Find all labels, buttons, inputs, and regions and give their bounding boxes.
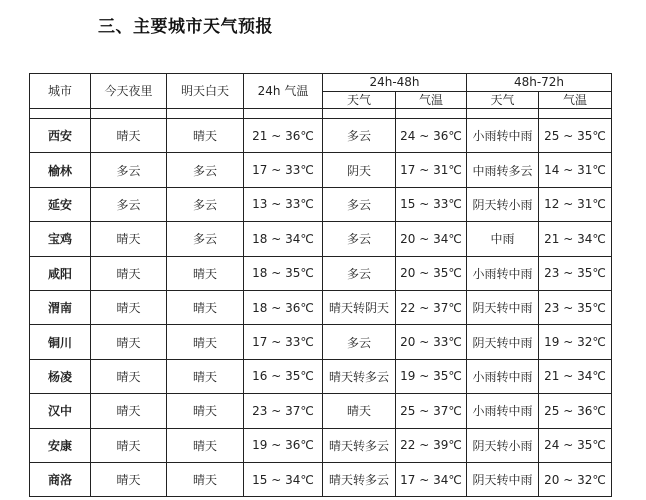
- weather-48h-cell: 晴天转多云: [323, 359, 396, 393]
- weather-72h-cell: 小雨转中雨: [467, 359, 539, 393]
- table-row: [30, 290, 612, 324]
- temp-24h-cell: 15 ~ 34℃: [244, 462, 323, 496]
- tonight-weather-cell: 晴天: [91, 359, 167, 393]
- weather-48h-cell: 多云: [323, 119, 396, 153]
- temp-72h-cell: 21 ~ 34℃: [539, 359, 612, 393]
- weather-forecast-table: [29, 73, 612, 497]
- weather-72h-cell: 小雨转中雨: [467, 394, 539, 428]
- tonight-weather-cell: 晴天: [91, 119, 167, 153]
- temp-72h-cell: 25 ~ 35℃: [539, 119, 612, 153]
- weather-72h-cell: 中雨: [467, 222, 539, 256]
- city-cell: 西安: [30, 119, 91, 153]
- table-header: [30, 74, 612, 109]
- gap-cell: [467, 109, 539, 119]
- table-row: [30, 462, 612, 496]
- temp-48h-cell: 19 ~ 35℃: [396, 359, 467, 393]
- temp-72h-cell: 19 ~ 32℃: [539, 325, 612, 359]
- temp-24h-cell: 13 ~ 33℃: [244, 187, 323, 221]
- table-row: [30, 428, 612, 462]
- tonight-weather-cell: 晴天: [91, 462, 167, 496]
- table-row: [30, 153, 612, 187]
- temp-24h-cell: 16 ~ 35℃: [244, 359, 323, 393]
- weather-72h-cell: 阴天转中雨: [467, 325, 539, 359]
- gap-cell: [91, 109, 167, 119]
- tomorrow-day-weather-cell: 晴天: [167, 359, 244, 393]
- tonight-weather-cell: 多云: [91, 153, 167, 187]
- table-row: [30, 394, 612, 428]
- tomorrow-day-weather-cell: 晴天: [167, 290, 244, 324]
- weather-48h-cell: 晴天转阴天: [323, 290, 396, 324]
- tomorrow-day-weather-cell: 多云: [167, 222, 244, 256]
- temp-24h-cell: 18 ~ 34℃: [244, 222, 323, 256]
- gap-cell: [167, 109, 244, 119]
- gap-cell: [396, 109, 467, 119]
- tonight-weather-cell: 晴天: [91, 325, 167, 359]
- temp-48h-cell: 15 ~ 33℃: [396, 187, 467, 221]
- table-row: [30, 119, 612, 153]
- tonight-weather-cell: 晴天: [91, 394, 167, 428]
- tomorrow-day-weather-cell: 多云: [167, 187, 244, 221]
- weather-48h-cell: 阴天: [323, 153, 396, 187]
- gap-cell: [323, 109, 396, 119]
- tomorrow-day-weather-cell: 晴天: [167, 325, 244, 359]
- temp-48h-cell: 17 ~ 34℃: [396, 462, 467, 496]
- temp-48h-cell: 20 ~ 33℃: [396, 325, 467, 359]
- city-cell: 杨凌: [30, 359, 91, 393]
- weather-72h-cell: 阴天转中雨: [467, 290, 539, 324]
- table-row: [30, 222, 612, 256]
- section-heading: 三、主要城市天气预报: [98, 17, 273, 37]
- weather-48h-cell: 多云: [323, 325, 396, 359]
- tonight-weather-cell: 晴天: [91, 428, 167, 462]
- col-header-weather-48h: 天气: [323, 92, 396, 109]
- weather-72h-cell: 中雨转多云: [467, 153, 539, 187]
- city-cell: 渭南: [30, 290, 91, 324]
- temp-48h-cell: 20 ~ 35℃: [396, 256, 467, 290]
- temp-48h-cell: 25 ~ 37℃: [396, 394, 467, 428]
- table-row: [30, 256, 612, 290]
- tonight-weather-cell: 多云: [91, 187, 167, 221]
- col-header-city: 城市: [30, 74, 91, 109]
- temp-72h-cell: 12 ~ 31℃: [539, 187, 612, 221]
- tomorrow-day-weather-cell: 晴天: [167, 119, 244, 153]
- col-header-tonight: 今天夜里: [91, 74, 167, 109]
- table-row: [30, 187, 612, 221]
- col-header-tomorrow-day: 明天白天: [167, 74, 244, 109]
- temp-48h-cell: 20 ~ 34℃: [396, 222, 467, 256]
- weather-72h-cell: 阴天转中雨: [467, 462, 539, 496]
- weather-48h-cell: 多云: [323, 222, 396, 256]
- temp-48h-cell: 22 ~ 39℃: [396, 428, 467, 462]
- col-header-temp-72h: 气温: [539, 92, 612, 109]
- city-cell: 咸阳: [30, 256, 91, 290]
- tonight-weather-cell: 晴天: [91, 222, 167, 256]
- tomorrow-day-weather-cell: 多云: [167, 153, 244, 187]
- weather-48h-cell: 多云: [323, 256, 396, 290]
- temp-24h-cell: 21 ~ 36℃: [244, 119, 323, 153]
- table-body: [30, 119, 612, 497]
- col-header-weather-72h: 天气: [467, 92, 539, 109]
- group-header-48-72h: 48h-72h: [467, 74, 612, 92]
- temp-24h-cell: 18 ~ 35℃: [244, 256, 323, 290]
- tomorrow-day-weather-cell: 晴天: [167, 256, 244, 290]
- header-gap: [30, 109, 612, 119]
- temp-72h-cell: 23 ~ 35℃: [539, 256, 612, 290]
- weather-48h-cell: 晴天: [323, 394, 396, 428]
- weather-48h-cell: 多云: [323, 187, 396, 221]
- temp-72h-cell: 21 ~ 34℃: [539, 222, 612, 256]
- gap-cell: [539, 109, 612, 119]
- city-cell: 延安: [30, 187, 91, 221]
- temp-48h-cell: 17 ~ 31℃: [396, 153, 467, 187]
- city-cell: 铜川: [30, 325, 91, 359]
- temp-24h-cell: 18 ~ 36℃: [244, 290, 323, 324]
- weather-48h-cell: 晴天转多云: [323, 462, 396, 496]
- city-cell: 榆林: [30, 153, 91, 187]
- temp-24h-cell: 19 ~ 36℃: [244, 428, 323, 462]
- weather-72h-cell: 阴天转小雨: [467, 428, 539, 462]
- temp-48h-cell: 24 ~ 36℃: [396, 119, 467, 153]
- temp-72h-cell: 25 ~ 36℃: [539, 394, 612, 428]
- tomorrow-day-weather-cell: 晴天: [167, 462, 244, 496]
- temp-72h-cell: 20 ~ 32℃: [539, 462, 612, 496]
- temp-24h-cell: 17 ~ 33℃: [244, 153, 323, 187]
- col-header-temp-24h: 24h 气温: [244, 74, 323, 109]
- weather-72h-cell: 小雨转中雨: [467, 256, 539, 290]
- tonight-weather-cell: 晴天: [91, 290, 167, 324]
- group-header-24-48h: 24h-48h: [323, 74, 467, 92]
- weather-72h-cell: 小雨转中雨: [467, 119, 539, 153]
- tomorrow-day-weather-cell: 晴天: [167, 394, 244, 428]
- temp-72h-cell: 24 ~ 35℃: [539, 428, 612, 462]
- col-header-temp-48h: 气温: [396, 92, 467, 109]
- gap-cell: [30, 109, 91, 119]
- city-cell: 安康: [30, 428, 91, 462]
- city-cell: 宝鸡: [30, 222, 91, 256]
- tonight-weather-cell: 晴天: [91, 256, 167, 290]
- weather-48h-cell: 晴天转多云: [323, 428, 396, 462]
- city-cell: 汉中: [30, 394, 91, 428]
- temp-24h-cell: 17 ~ 33℃: [244, 325, 323, 359]
- temp-24h-cell: 23 ~ 37℃: [244, 394, 323, 428]
- gap-cell: [244, 109, 323, 119]
- city-cell: 商洛: [30, 462, 91, 496]
- temp-48h-cell: 22 ~ 37℃: [396, 290, 467, 324]
- tomorrow-day-weather-cell: 晴天: [167, 428, 244, 462]
- table-row: [30, 325, 612, 359]
- temp-72h-cell: 14 ~ 31℃: [539, 153, 612, 187]
- temp-72h-cell: 23 ~ 35℃: [539, 290, 612, 324]
- weather-72h-cell: 阴天转小雨: [467, 187, 539, 221]
- table-row: [30, 359, 612, 393]
